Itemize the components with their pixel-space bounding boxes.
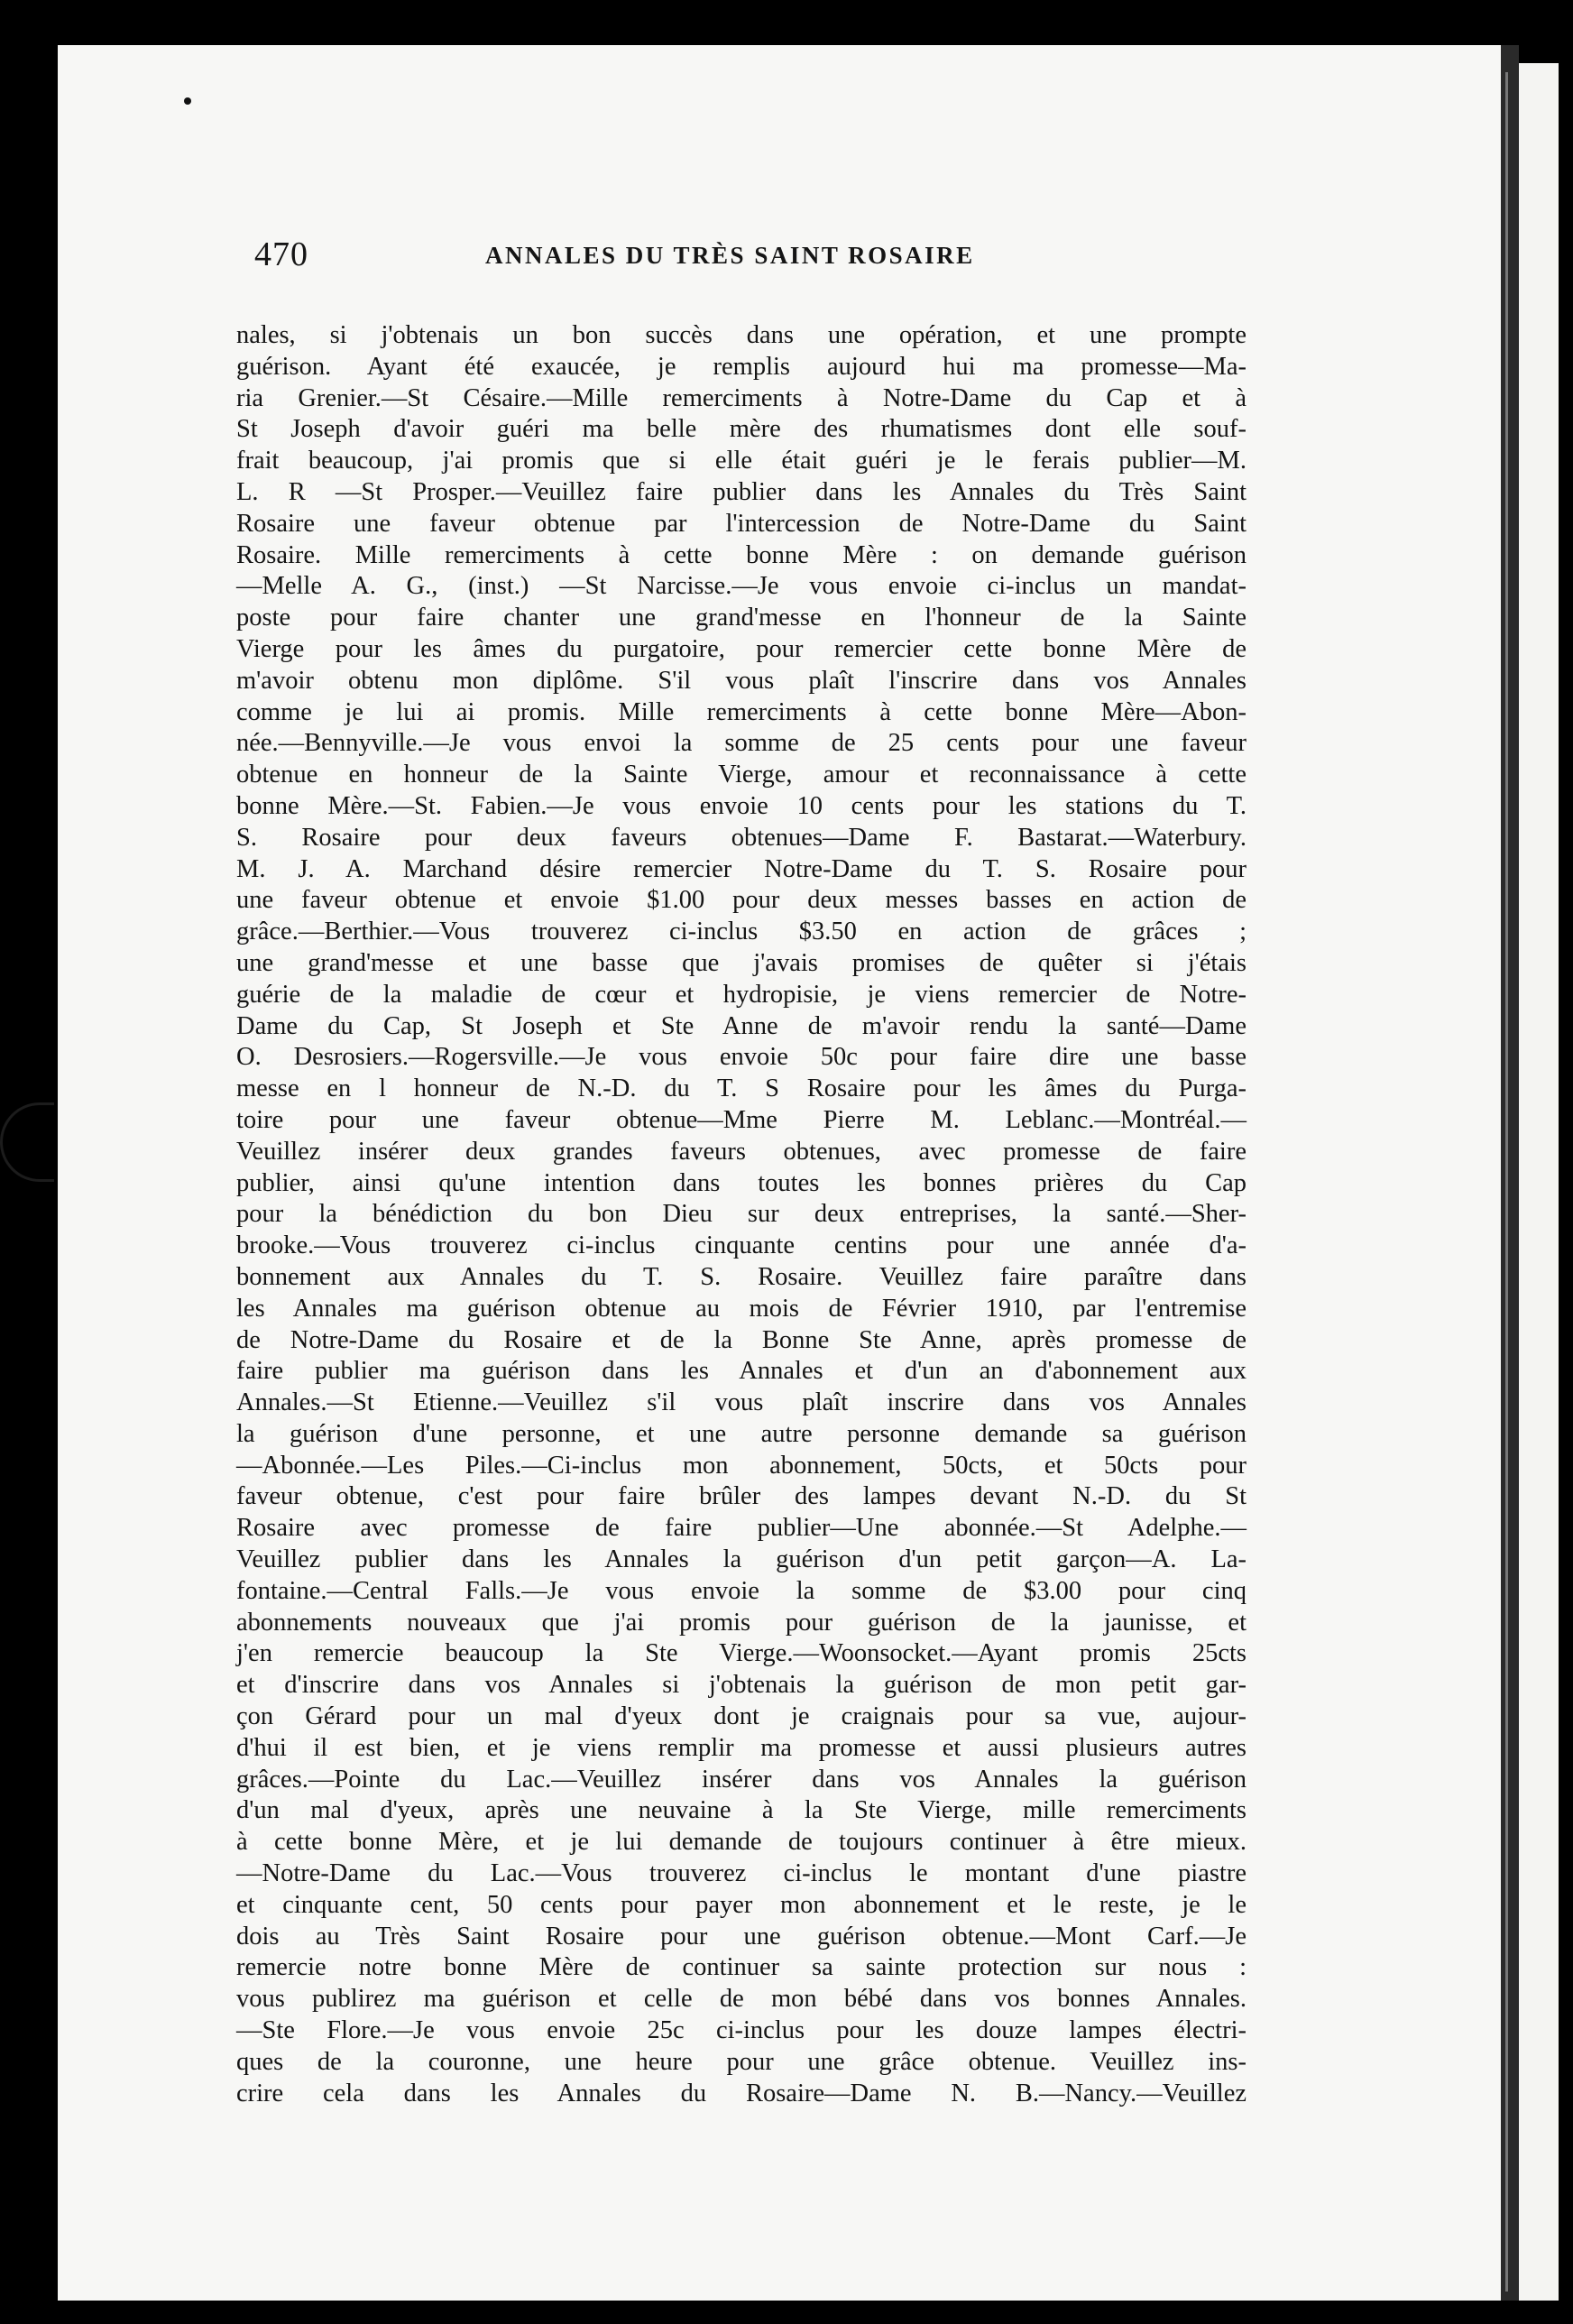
text-line: Veuillez insérer deux grandes faveurs obtenues, avec promesse de faire	[236, 1137, 1246, 1166]
text-line: guérie de la maladie de cœur et hydropisie, je viens remercier de Notre-	[236, 980, 1246, 1009]
text-line: dois au Très Saint Rosaire pour une guérison obtenue.—Mont Carf.—Je	[236, 1922, 1246, 1950]
gutter-shadow	[1501, 45, 1519, 2301]
text-line: à cette bonne Mère, et je lui demande de toujours continuer à être mieux.	[236, 1828, 1246, 1857]
body-text	[236, 320, 1246, 2109]
text-line: M. J. A. Marchand désire remercier Notre-Dame du T. S. Rosaire pour	[236, 854, 1246, 883]
text-line: L. R —St Prosper.—Veuillez faire publier dans les Annales du Très Saint	[236, 477, 1246, 506]
text-line: faveur obtenue, c'est pour faire brûler des lampes devant N.-D. du St	[236, 1482, 1246, 1511]
text-line: faire publier ma guérison dans les Annales et d'un an d'abonnement aux	[236, 1357, 1246, 1386]
text-line: çon Gérard pour un mal d'yeux dont je craignais pour sa vue, aujour-	[236, 1702, 1246, 1731]
text-line: poste pour faire chanter une grand'messe en l'honneur de la Sainte	[236, 604, 1246, 632]
text-line: Vierge pour les âmes du purgatoire, pour remercier cette bonne Mère de	[236, 634, 1246, 663]
text-line: S. Rosaire pour deux faveurs obtenues—Dame F. Bastarat.—Waterbury.	[236, 823, 1246, 852]
text-line: Dame du Cap, St Joseph et Ste Anne de m'avoir rendu la santé—Dame	[236, 1011, 1246, 1040]
running-title: ANNALES DU TRÈS SAINT ROSAIRE	[485, 242, 975, 269]
text-line: née.—Bennyville.—Je vous envoi la somme de 25 cents pour une faveur	[236, 729, 1246, 758]
text-line: O. Desrosiers.—Rogersville.—Je vous envoie 50c pour faire dire une basse	[236, 1043, 1246, 1072]
text-line: les Annales ma guérison obtenue au mois de Février 1910, par l'entremise	[236, 1294, 1246, 1323]
text-line: St Joseph d'avoir guéri ma belle mère des rhumatismes dont elle souf-	[236, 415, 1246, 444]
text-line: la guérison d'une personne, et une autre personne demande sa guérison	[236, 1419, 1246, 1448]
text-line: d'hui il est bien, et je viens remplir ma promesse et aussi plusieurs autres	[236, 1733, 1246, 1762]
text-line: une faveur obtenue et envoie $1.00 pour deux messes basses en action de	[236, 886, 1246, 915]
text-line: publier, ainsi qu'une intention dans toutes les bonnes prières du Cap	[236, 1168, 1246, 1197]
text-line: Rosaire avec promesse de faire publier—Une abonnée.—St Adelphe.—	[236, 1514, 1246, 1543]
text-line: guérison. Ayant été exaucée, je remplis aujourd hui ma promesse—Ma-	[236, 352, 1246, 381]
text-line: fontaine.—Central Falls.—Je vous envoie la somme de $3.00 pour cinq	[236, 1576, 1246, 1605]
text-line: de Notre-Dame du Rosaire et de la Bonne Ste Anne, après promesse de	[236, 1325, 1246, 1354]
text-line: crire cela dans les Annales du Rosaire—Dame N. B.—Nancy.—Veuillez	[236, 2079, 1246, 2107]
page-number: 470	[254, 235, 308, 273]
text-line: d'un mal d'yeux, après une neuvaine à la Ste Vierge, mille remerciments	[236, 1796, 1246, 1825]
ink-spot	[184, 97, 191, 105]
adjacent-page-edge	[1519, 63, 1559, 2301]
page-header	[198, 235, 1245, 289]
text-line: m'avoir obtenu mon diplôme. S'il vous plaît l'inscrire dans vos Annales	[236, 666, 1246, 695]
text-line: ques de la couronne, une heure pour une grâce obtenue. Veuillez ins-	[236, 2047, 1246, 2076]
text-line: —Abonnée.—Les Piles.—Ci-inclus mon abonnement, 50cts, et 50cts pour	[236, 1451, 1246, 1480]
text-line: obtenue en honneur de la Sainte Vierge, amour et reconnaissance à cette	[236, 761, 1246, 789]
text-line: bonnement aux Annales du T. S. Rosaire. Veuillez faire paraître dans	[236, 1262, 1246, 1291]
text-line: comme je lui ai promis. Mille remerciments à cette bonne Mère—Abon-	[236, 697, 1246, 726]
text-line: —Notre-Dame du Lac.—Vous trouverez ci-inclus le montant d'une piastre	[236, 1859, 1246, 1888]
text-line: nales, si j'obtenais un bon succès dans une opération, et une prompte	[236, 321, 1246, 349]
text-line: bonne Mère.—St. Fabien.—Je vous envoie 10 cents pour les stations du T.	[236, 791, 1246, 820]
binding-hole-mark	[0, 1102, 54, 1182]
text-line: Rosaire. Mille remerciments à cette bonne Mère : on demande guérison	[236, 540, 1246, 569]
text-line: et cinquante cent, 50 cents pour payer mon abonnement et le reste, je le	[236, 1890, 1246, 1919]
text-line: —Ste Flore.—Je vous envoie 25c ci-inclus pour les douze lampes électri-	[236, 2016, 1246, 2045]
text-line: Rosaire une faveur obtenue par l'intercession de Notre-Dame du Saint	[236, 509, 1246, 538]
text-line: frait beaucoup, j'ai promis que si elle était guéri je le ferais publier—M.	[236, 447, 1246, 475]
text-line: brooke.—Vous trouverez ci-inclus cinquante centins pour une année d'a-	[236, 1231, 1246, 1260]
text-line: pour la bénédiction du bon Dieu sur deux entreprises, la santé.—Sher-	[236, 1200, 1246, 1229]
text-line: vous publirez ma guérison et celle de mon bébé dans vos bonnes Annales.	[236, 1985, 1246, 2014]
text-line: abonnements nouveaux que j'ai promis pour guérison de la jaunisse, et	[236, 1608, 1246, 1637]
text-line: remercie notre bonne Mère de continuer sa sainte protection sur nous :	[236, 1953, 1246, 1982]
text-line: —Melle A. G., (inst.) —St Narcisse.—Je vous envoie ci-inclus un mandat-	[236, 572, 1246, 601]
text-line: grâce.—Berthier.—Vous trouverez ci-inclus $3.50 en action de grâces ;	[236, 918, 1246, 946]
text-line: j'en remercie beaucoup la Ste Vierge.—Woonsocket.—Ayant promis 25cts	[236, 1639, 1246, 1668]
text-line: une grand'messe et une basse que j'avais promises de quêter si j'étais	[236, 948, 1246, 977]
text-line: toire pour une faveur obtenue—Mme Pierre M. Leblanc.—Montréal.—	[236, 1105, 1246, 1134]
text-line: grâces.—Pointe du Lac.—Veuillez insérer dans vos Annales la guérison	[236, 1765, 1246, 1794]
text-line: et d'inscrire dans vos Annales si j'obtenais la guérison de mon petit gar-	[236, 1671, 1246, 1700]
gutter-line	[1505, 72, 1508, 2292]
text-line: ria Grenier.—St Césaire.—Mille remerciments à Notre-Dame du Cap et à	[236, 383, 1246, 412]
text-line: messe en l honneur de N.-D. du T. S Rosaire pour les âmes du Purga-	[236, 1074, 1246, 1103]
text-line: Annales.—St Etienne.—Veuillez s'il vous plaît inscrire dans vos Annales	[236, 1388, 1246, 1417]
text-line: Veuillez publier dans les Annales la guérison d'un petit garçon—A. La-	[236, 1545, 1246, 1574]
